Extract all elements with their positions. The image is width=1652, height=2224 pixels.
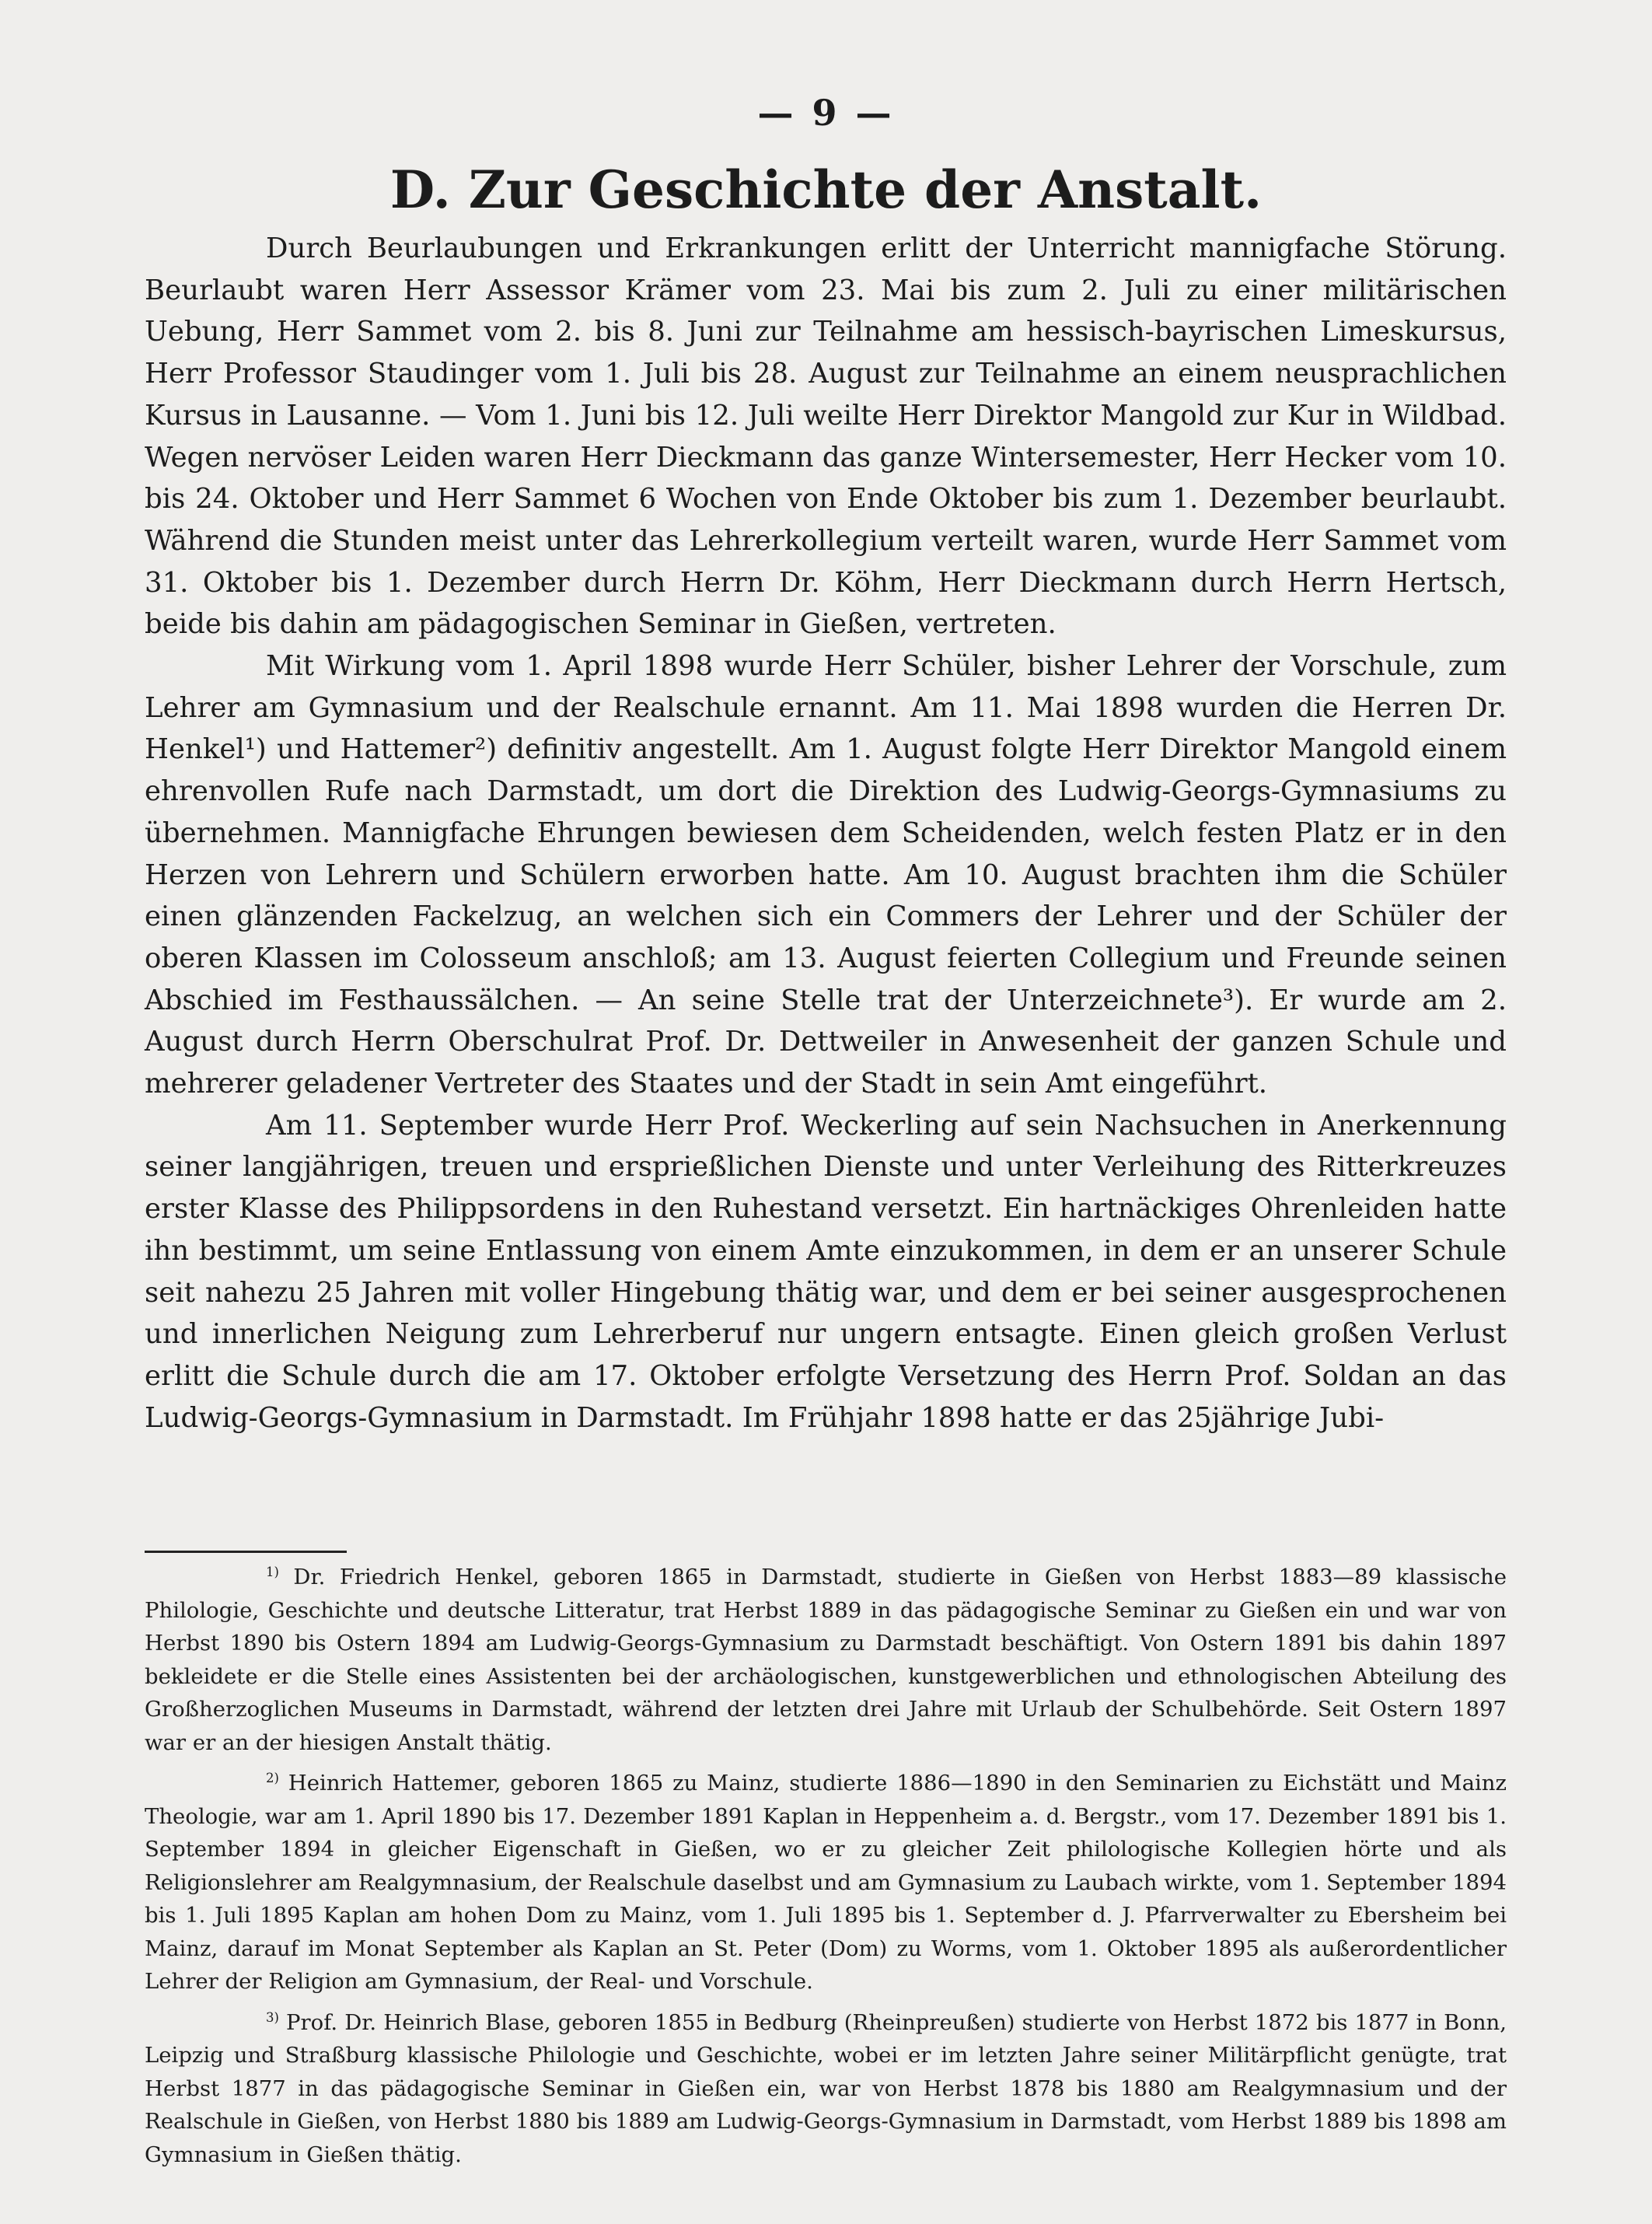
page-number: — 9 — [757,92,895,134]
section-title: D. Zur Geschichte der Anstalt. [389,159,1263,220]
footnote-mark: 1) [266,1564,279,1579]
footnote [145,2006,1507,2172]
footnote-text: Heinrich Hattemer, geboren 1865 zu Mainz, studierte 1886—1890 in den Seminarien zu Eichstätt und Mainz Theologie, war am 1. April 1890 bis 17. Dezember 1891 Kaplan in Heppenheim a. d. Bergstr., vom 17. Dezember 1891 bis 1. September 1894 in gleicher Eigenschaft in Gießen, wo er zu gleicher Zeit philologische Kollegien hörte und als Religionslehrer am Realgymnasium, der Realschule daselbst und am Gymnasium zu Laubach wirkte, vom 1. September 1894 bis 1. Juli 1895 Kaplan am hohen Dom zu Mainz, vom 1. Juli 1895 bis 1. September d. J. Pfarrverwalter zu Ebersheim bei Mainz, darauf im Monat September als Kaplan an St. Peter (Dom) zu Worms, vom 1. Oktober 1895 als außerordentlicher Lehrer der Religion am Gymnasium, der Real- und Vorschule. [145,1771,1507,1994]
footnote-text: Prof. Dr. Heinrich Blase, geboren 1855 in Bedburg (Rheinpreußen) studierte von Herbst 1872 bis 1877 in Bonn, Leipzig und Straßburg klassische Philologie und Geschichte, wobei er im letzten Jahre seiner Militärpflicht genügte, trat Herbst 1877 in das pädagogische Seminar in Gießen ein, war von Herbst 1878 bis 1880 am Realgymnasium und der Realschule in Gießen, von Herbst 1880 bis 1889 am Ludwig-Georgs-Gymnasium in Darmstadt, vom Herbst 1889 bis 1898 am Gymnasium in Gießen thätig. [145,2009,1507,2167]
footnote [145,1767,1507,1998]
footnote-mark: 3) [266,2009,279,2025]
footnote-mark: 2) [266,1770,279,1785]
footnotes [145,1561,1507,2171]
paragraph: Durch Beurlaubungen und Erkrankungen erlitt der Unterricht mannigfache Störung. Beurlaubt waren Herr Assessor Krämer vom 23. Mai bis zum 2. Juli zu einer militärischen Uebung, Herr Sammet vom 2. bis 8. Juni zur Teilnahme am hessisch-bayrischen Limeskursus, Herr Professor Staudinger vom 1. Juli bis 28. August zur Teilnahme an einem neusprachlichen Kursus in Lausanne. — Vom 1. Juni bis 12. Juli weilte Herr Direktor Mangold zur Kur in Wildbad. Wegen nervöser Leiden waren Herr Dieckmann das ganze Wintersemester, Herr Hecker vom 10. bis 24. Oktober und Herr Sammet 6 Wochen von Ende Oktober bis zum 1. Dezember beurlaubt. Während die Stunden meist unter das Lehrerkollegium verteilt waren, wurde Herr Sammet vom 31. Oktober bis 1. Dezember durch Herrn Dr. Köhm, Herr Dieckmann durch Herrn Hertsch, beide bis dahin am pädagogischen Seminar in Gießen, vertreten. [145,233,1507,641]
footnote-divider [145,1551,347,1553]
body-text [145,228,1507,1439]
footnote-text: Dr. Friedrich Henkel, geboren 1865 in Darmstadt, studierte in Gießen von Herbst 1883—89 klassische Philologie, Geschichte und deutsche Litteratur, trat Herbst 1889 in das pädagogische Seminar zu Gießen ein und war von Herbst 1890 bis Ostern 1894 am Ludwig-Georgs-Gymnasium zu Darmstadt beschäftigt. Von Ostern 1891 bis dahin 1897 bekleidete er die Stelle eines Assistenten bei der archäologischen, kunstgewerblichen und ethnologischen Abteilung des Großherzoglichen Museums in Darmstadt, während der letzten drei Jahre mit Urlaub der Schulbehörde. Seit Ostern 1897 war er an der hiesigen Anstalt thätig. [145,1565,1507,1755]
paragraph: Mit Wirkung vom 1. April 1898 wurde Herr Schüler, bisher Lehrer der Vorschule, zum Lehrer am Gymnasium und der Realschule ernannt. Am 11. Mai 1898 wurden die Herren Dr. Henkel¹) und Hattemer²) definitiv angestellt. Am 1. August folgte Herr Direktor Mangold einem ehrenvollen Rufe nach Darmstadt, um dort die Direktion des Ludwig-Georgs-Gymnasiums zu übernehmen. Mannigfache Ehrungen bewiesen dem Scheidenden, welch festen Platz er in den Herzen von Lehrern und Schülern erworben hatte. Am 10. August brachten ihm die Schüler einen glänzenden Fackelzug, an welchen sich ein Commers der Lehrer und der Schüler der oberen Klassen im Colosseum anschloß; am 13. August feierten Collegium und Freunde seinen Abschied im Festhaussälchen. — An seine Stelle trat der Unterzeichnete³). Er wurde am 2. August durch Herrn Oberschulrat Prof. Dr. Dettweiler in Anwesenheit der ganzen Schule und mehrerer geladener Vertreter des Staates und der Stadt in sein Amt eingeführt. [145,650,1507,1100]
paragraph: Am 11. September wurde Herr Prof. Weckerling auf sein Nachsuchen in Anerkennung seiner langjährigen, treuen und ersprießlichen Dienste und unter Verleihung des Ritterkreuzes erster Klasse des Philippsordens in den Ruhestand versetzt. Ein hartnäckiges Ohrenleiden hatte ihn bestimmt, um seine Entlassung von einem Amte einzukommen, in dem er an unserer Schule seit nahezu 25 Jahren mit voller Hingebung thätig war, und dem er bei seiner ausgesprochenen und innerlichen Neigung zum Lehrerberuf nur ungern entsagte. Einen gleich großen Verlust erlitt die Schule durch die am 17. Oktober erfolgte Versetzung des Herrn Prof. Soldan an das Ludwig-Georgs-Gymnasium in Darmstadt. Im Frühjahr 1898 hatte er das 25jährige Jubi- [145,1109,1507,1434]
footnote [145,1561,1507,1759]
